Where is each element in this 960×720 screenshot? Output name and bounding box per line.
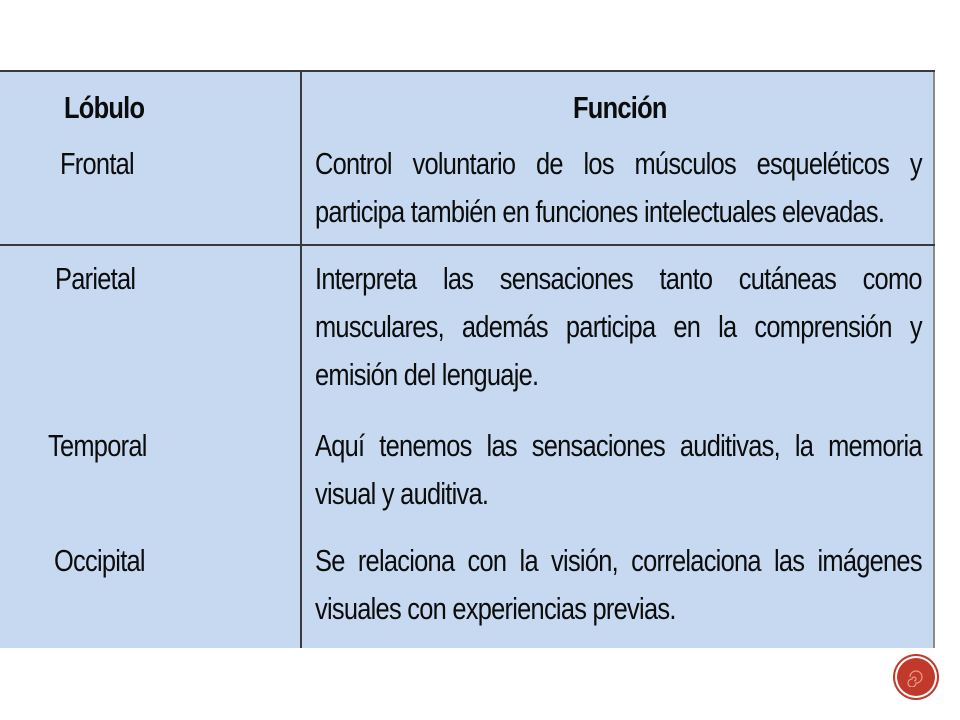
- lobe-function-table: [0, 70, 935, 648]
- column-divider: [300, 72, 302, 648]
- function-occipital: [315, 537, 922, 633]
- function-line: Interpreta las sensaciones tanto cutáneas como: [315, 261, 922, 296]
- function-line: visuales con experiencias previas.: [315, 591, 676, 626]
- function-line: participa también en funciones intelectuales elevadas.: [315, 194, 885, 229]
- lobe-temporal: Temporal: [48, 428, 147, 463]
- function-temporal: [315, 422, 922, 518]
- row-divider: [0, 244, 935, 246]
- function-line: Control voluntario de los músculos esqueléticos y: [315, 146, 922, 181]
- swirl-icon: [906, 667, 926, 687]
- slide-nav-button[interactable]: [897, 658, 935, 696]
- function-parietal: [315, 255, 922, 399]
- function-frontal: [315, 140, 922, 236]
- lobe-frontal: Frontal: [60, 146, 134, 181]
- function-line: Aquí tenemos las sensaciones auditivas, la memoria: [315, 428, 922, 463]
- function-line: musculares, además participa en la comprensión y: [315, 309, 922, 344]
- function-line: visual y auditiva.: [315, 476, 489, 511]
- header-lobe: Lóbulo: [64, 90, 145, 125]
- header-function: Función: [573, 90, 667, 125]
- lobe-occipital: Occipital: [54, 543, 145, 578]
- function-line: emisión del lenguaje.: [315, 357, 539, 392]
- function-line: Se relaciona con la visión, correlaciona las imágenes: [315, 543, 922, 578]
- table-right-edge: [933, 72, 935, 648]
- lobe-parietal: Parietal: [55, 261, 136, 296]
